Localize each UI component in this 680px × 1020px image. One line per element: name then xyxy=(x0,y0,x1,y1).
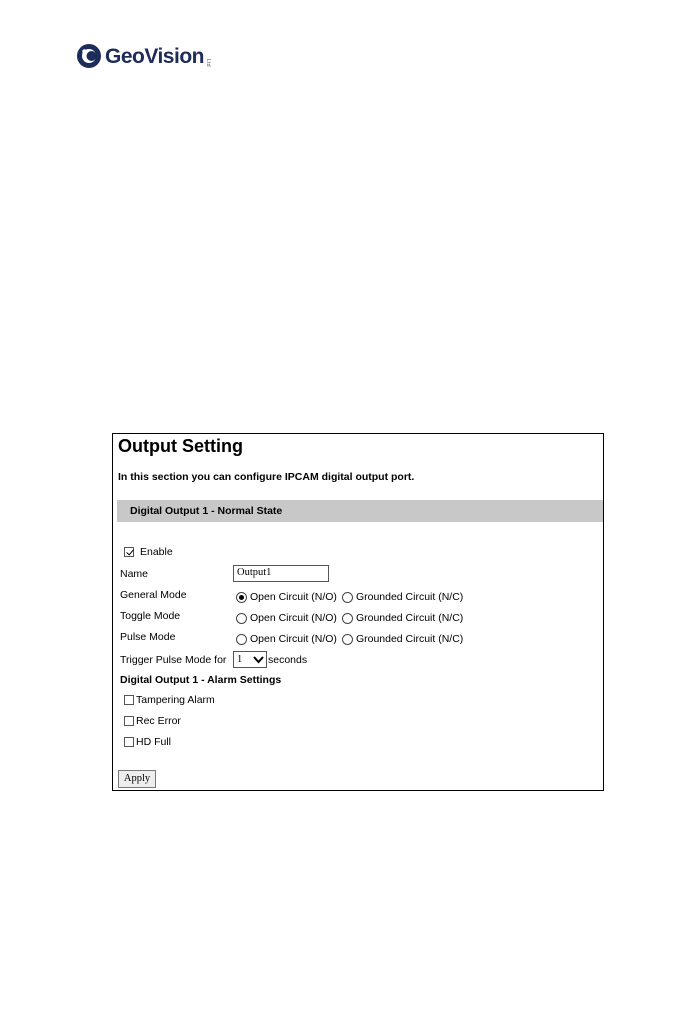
brand-name: GeoVision xyxy=(105,45,204,68)
pulse-mode-label: Pulse Mode xyxy=(120,631,176,643)
tampering-alarm-row xyxy=(124,694,215,706)
general-mode-open-label: Open Circuit (N/O) xyxy=(250,591,337,603)
pulse-unit-label: seconds xyxy=(268,654,308,666)
section-title-normal-state: Digital Output 1 - Normal State xyxy=(130,505,283,517)
brand-suffix: Ltd xyxy=(204,59,211,67)
general-mode-options xyxy=(236,591,463,603)
hd-full-label: HD Full xyxy=(136,736,172,748)
toggle-mode-grounded-radio[interactable] xyxy=(342,613,353,624)
enable-label: Enable xyxy=(140,546,173,558)
toggle-mode-options xyxy=(236,612,463,624)
apply-button[interactable]: Apply xyxy=(118,770,156,788)
toggle-mode-open-label: Open Circuit (N/O) xyxy=(250,612,337,624)
pulse-mode-grounded-radio[interactable] xyxy=(342,634,353,645)
general-mode-grounded-label: Grounded Circuit (N/C) xyxy=(355,591,464,603)
general-mode-label: General Mode xyxy=(120,589,187,601)
name-label: Name xyxy=(120,568,149,580)
section-title-alarm-settings: Digital Output 1 - Alarm Settings xyxy=(120,674,282,686)
pulse-mode-grounded-option[interactable] xyxy=(342,633,463,645)
geovision-logo xyxy=(76,38,211,74)
tampering-alarm-label: Tampering Alarm xyxy=(136,694,215,706)
name-input[interactable]: Output1 xyxy=(233,565,329,582)
rec-error-checkbox[interactable] xyxy=(124,716,134,726)
pulse-seconds-select[interactable] xyxy=(233,651,267,668)
general-mode-open-option[interactable] xyxy=(236,591,337,603)
pulse-mode-options xyxy=(236,633,463,645)
enable-checkbox[interactable] xyxy=(124,547,134,557)
pulse-seconds-value: 1 xyxy=(237,654,243,665)
section-header-normal-state xyxy=(117,500,603,522)
hd-full-checkbox[interactable] xyxy=(124,737,134,747)
general-mode-open-radio[interactable] xyxy=(236,592,247,603)
toggle-mode-label: Toggle Mode xyxy=(120,610,181,622)
pulse-mode-open-radio[interactable] xyxy=(236,634,247,645)
chevron-down-icon xyxy=(253,655,264,664)
toggle-mode-open-radio[interactable] xyxy=(236,613,247,624)
tampering-alarm-checkbox[interactable] xyxy=(124,695,134,705)
general-mode-grounded-option[interactable] xyxy=(342,591,463,603)
toggle-mode-open-option[interactable] xyxy=(236,612,337,624)
pulse-mode-grounded-label: Grounded Circuit (N/C) xyxy=(355,633,464,645)
rec-error-row xyxy=(124,715,181,727)
toggle-mode-grounded-option[interactable] xyxy=(342,612,463,624)
output-setting-panel xyxy=(112,433,604,791)
page-title: Output Setting xyxy=(118,436,243,456)
intro-text: In this section you can configure IPCAM digital output port. xyxy=(118,471,415,483)
pulse-mode-open-option[interactable] xyxy=(236,633,337,645)
trigger-pulse-label: Trigger Pulse Mode for xyxy=(120,654,227,666)
general-mode-grounded-radio[interactable] xyxy=(342,592,353,603)
enable-row xyxy=(124,546,173,558)
toggle-mode-grounded-label: Grounded Circuit (N/C) xyxy=(355,612,464,624)
pulse-mode-open-label: Open Circuit (N/O) xyxy=(250,633,337,645)
rec-error-label: Rec Error xyxy=(136,715,181,727)
geovision-logo-icon xyxy=(76,43,102,69)
hd-full-row xyxy=(124,736,171,748)
